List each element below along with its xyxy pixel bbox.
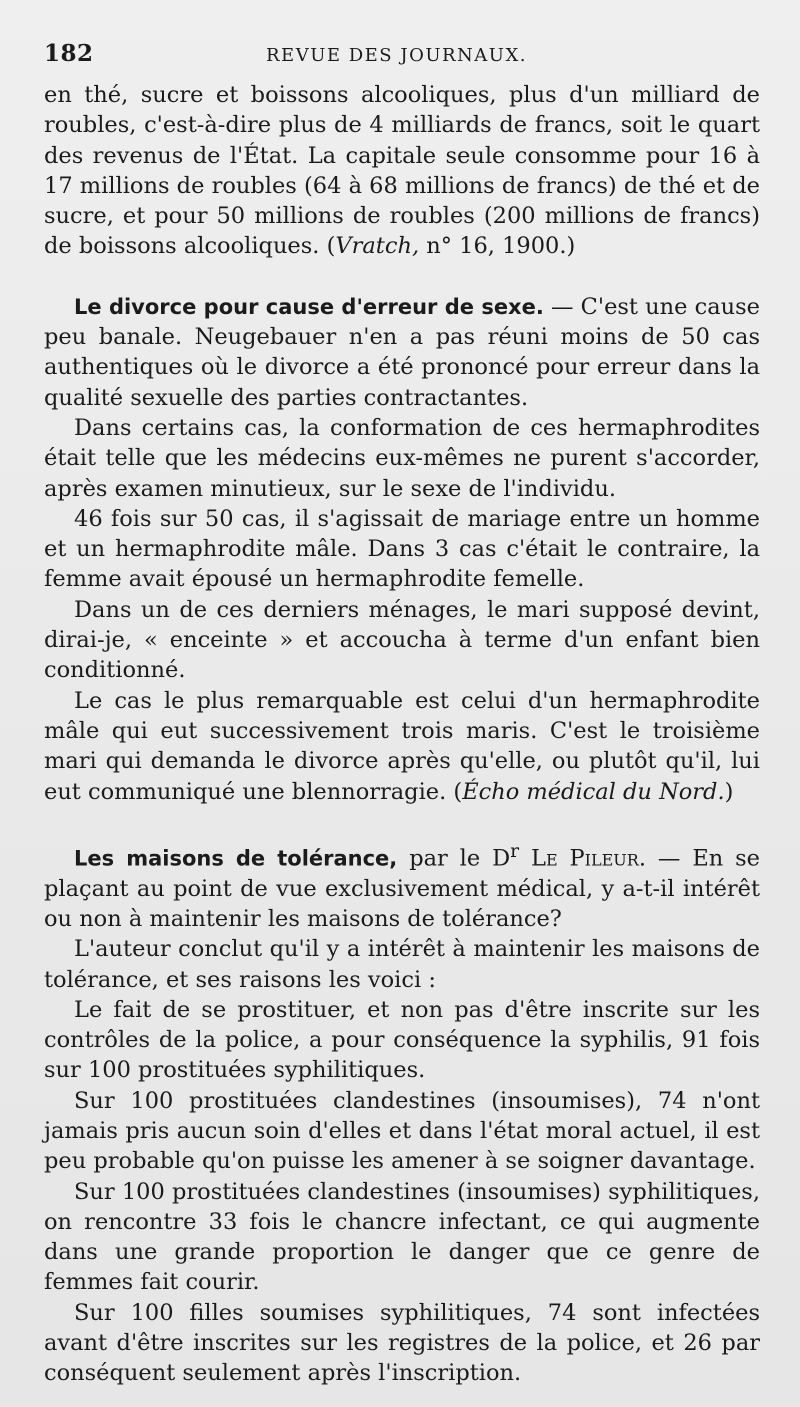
section-gap [44,807,760,837]
divorce-paragraph-5 [44,686,760,807]
tolerance-paragraph-4: Sur 100 prostituées clandestines (insoumises), 74 n'ont jamais pris aucun soin d'elles et dans l'état moral actuel, il est peu probable qu'on puisse les amener à se soigner davantage. [44,1087,760,1175]
body-text [44,80,760,1389]
continuation-paragraph [44,80,760,262]
divorce-p5-end: ) [724,778,734,805]
tolerance-paragraph-5: Sur 100 prostituées clandestines (insoumises) syphilitiques, on rencontre 33 fois le chancre infectant, ce qui augmente dans une grande proportion le danger que ce genre de femmes fait courir. [44,1178,760,1296]
section-gap [44,262,760,292]
doctor-abbrev-sup: r [510,840,520,862]
divorce-p5-text: Le cas le plus remarquable est celui d'un hermaphrodite mâle qui eut successivement trois maris. C'est le troisième mari qui demanda le divorce après qu'elle, ou plutôt qu'il, lui eut communiqué une blennorragie. ( [44,687,760,805]
source-citation: Écho médical du Nord. [462,778,725,805]
page-number: 182 [44,40,94,67]
tolerance-paragraph-6: Sur 100 filles soumises syphilitiques, 74 sont infectées avant d'être inscrites sur les registres de la police, et 26 par conséquent seulement après l'inscription. [44,1299,760,1387]
divorce-paragraph-4: Dans un de ces derniers ménages, le mari supposé devint, dirai-je, « enceinte » et accoucha à terme d'un enfant bien conditionné. [44,596,760,684]
divorce-paragraph-3: 46 fois sur 50 cas, il s'agissait de mariage entre un homme et un hermaphrodite mâle. Dans 3 cas c'était le contraire, la femme avait épousé un hermaphrodite femelle. [44,505,760,593]
section-title-tolerance: Les maisons de tolérance, [74,846,398,871]
source-citation: Vratch, [335,233,420,260]
continuation-text: en thé, sucre et boissons alcooliques, plus d'un milliard de roubles, c'est-à-dire plus de 4 milliards de francs, soit le quart des revenus de l'État. La capitale seule consomme pour 16 à 17 millions de roubles (64 à 68 millions de francs) de thé et de sucre, et pour 50 millions de roubles (200 millions de francs) de boissons alcooliques. ( [44,82,760,260]
running-head [44,40,760,80]
tolerance-paragraph-3: Le fait de se prostituer, et non pas d'être inscrite sur les contrôles de la police, a pour conséquence la syphilis, 91 fois sur 100 prostituées syphilitiques. [44,996,760,1084]
divorce-intro: — C'est une cause peu banale. Neugebauer n'en a pas réuni moins de 50 cas authentiques où le divorce a été prononcé pour erreur dans la qualité sexuelle des parties contractantes. [44,293,760,411]
tolerance-byline: par le D [397,845,511,872]
tolerance-paragraph-2: L'auteur conclut qu'il y a intérêt à maintenir les maisons de tolérance, et ses raisons les voici : [44,936,760,993]
tolerance-intro-paragraph [44,837,760,934]
tolerance-intro: — En se plaçant au point de vue exclusivement médical, y a-t-il intérêt ou non à maintenir les maisons de tolérance? [44,845,760,932]
continuation-citation-end: n° 16, 1900.) [419,233,576,260]
divorce-paragraph-2: Dans certains cas, la conformation de ces hermaphrodites était telle que les médecins eux-mêmes ne purent s'accorder, après examen minutieux, sur le sexe de l'individu. [44,414,760,502]
divorce-intro-paragraph [44,292,760,413]
section-title-divorce: Le divorce pour cause d'erreur de sexe. [74,294,544,319]
author-name: Le Pileur. [531,845,646,872]
journal-title: REVUE DES JOURNAUX. [266,45,527,66]
